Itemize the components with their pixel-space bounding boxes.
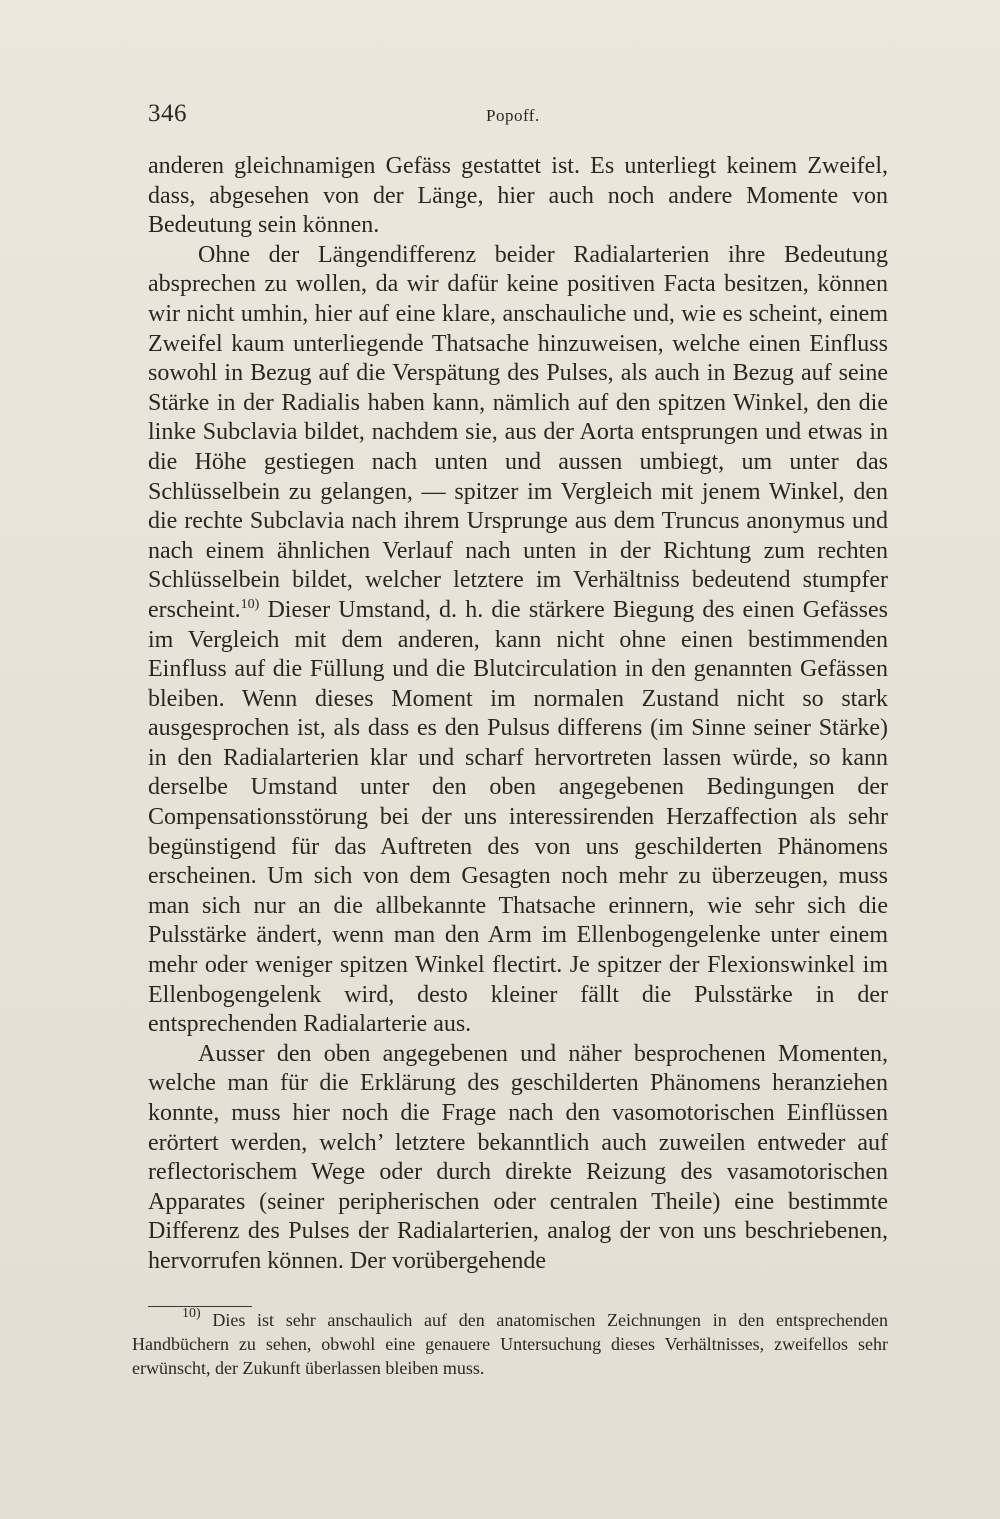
footnote bbox=[132, 1308, 888, 1380]
paragraph-2-text-part-1: Ohne der Längendifferenz beider Radialarterien ihre Bedeutung absprechen zu wollen, da wir dafür keine positiven Facta besitzen, können wir nicht umhin, hier auf eine klare, anschauliche und, wie es scheint, einem Zweifel kaum unterliegende Thatsache hinzuweisen, welche einen Einfluss sowohl in Bezug auf die Verspätung des Pulses, als auch in Bezug auf seine Stärke in der Radialis haben kann, nämlich auf den spitzen Winkel, den die linke Subclavia bildet, nachdem sie, aus der Aorta entsprungen und etwas in die Höhe gestiegen nach unten und aussen umbiegt, um unter das Schlüsselbein zu gelangen, — spitzer im Vergleich mit jenem Winkel, den die rechte Subclavia nach ihrem Ursprunge aus dem Truncus anonymus und nach einem ähnlichen Verlauf nach unten in der Richtung zum rechten Schlüsselbein bildet, welcher letztere im Verhältniss bedeutend stumpfer erscheint. bbox=[148, 241, 888, 623]
footnote-body: Dies ist sehr anschaulich auf den anatomischen Zeichnungen in den entsprechenden Handbüchern zu sehen, obwohl eine genauere Untersuchung dieses Verhältnisses, zweifellos sehr erwünscht, der Zukunft überlassen bleiben muss. bbox=[132, 1310, 888, 1378]
footnote-text bbox=[132, 1308, 888, 1380]
page-number: 346 bbox=[148, 100, 187, 127]
running-head: Popoff. bbox=[486, 106, 540, 125]
footnote-marker: 10) bbox=[182, 1306, 201, 1321]
paragraph-2 bbox=[148, 241, 888, 1040]
footnote-reference: 10) bbox=[240, 596, 260, 612]
paragraph-2-text-part-2: Dieser Umstand, d. h. die stärkere Biegung des einen Gefässes im Vergleich mit dem anderen, kann nicht ohne einen bestimmenden Einfluss auf die Füllung und die Blutcirculation in den genannten Gefässen bleiben. Wenn dieses Moment im normalen Zustand nicht so stark ausgesprochen ist, als dass es den Pulsus differens (im Sinne seiner Stärke) in den Radialarterien klar und scharf hervortreten lassen würde, so kann derselbe Umstand unter den oben angegebenen Bedingungen der Compensationsstörung bei der uns interessirenden Herzaffection als sehr begünstigend für das Auftreten des von uns geschilderten Phänomens erscheinen. Um sich von dem Gesagten noch mehr zu überzeugen, muss man sich nur an die allbekannte Thatsache erinnern, wie sehr sich die Pulsstärke ändert, wenn man den Arm im Ellenbogengelenke unter einem mehr oder weniger spitzen Winkel flectirt. Je spitzer der Flexionswinkel im Ellenbogengelenk wird, desto kleiner fällt die Pulsstärke in der entsprechenden Radialarterie aus. bbox=[148, 596, 888, 1038]
paragraph-1: anderen gleichnamigen Gefäss gestattet ist. Es unterliegt keinem Zweifel, dass, abgesehen von der Länge, hier auch noch andere Momente von Bedeutung sein können. bbox=[148, 153, 888, 239]
page-header bbox=[148, 100, 888, 140]
body-text bbox=[148, 152, 888, 1277]
paragraph-3: Ausser den oben angegebenen und näher besprochenen Momenten, welche man für die Erklärung des geschilderten Phänomens heranziehen konnte, muss hier noch die Frage nach den vasomotorischen Einflüssen erörtert werden, welch’ letztere bekanntlich auch zuweilen entweder auf reflectorischem Wege oder durch direkte Reizung des vasamotorischen Apparates (seiner peripherischen oder centralen Theile) eine bestimmte Differenz des Pulses der Radialarterien, analog der von uns beschriebenen, hervorrufen können. Der vorübergehende bbox=[148, 1040, 888, 1274]
